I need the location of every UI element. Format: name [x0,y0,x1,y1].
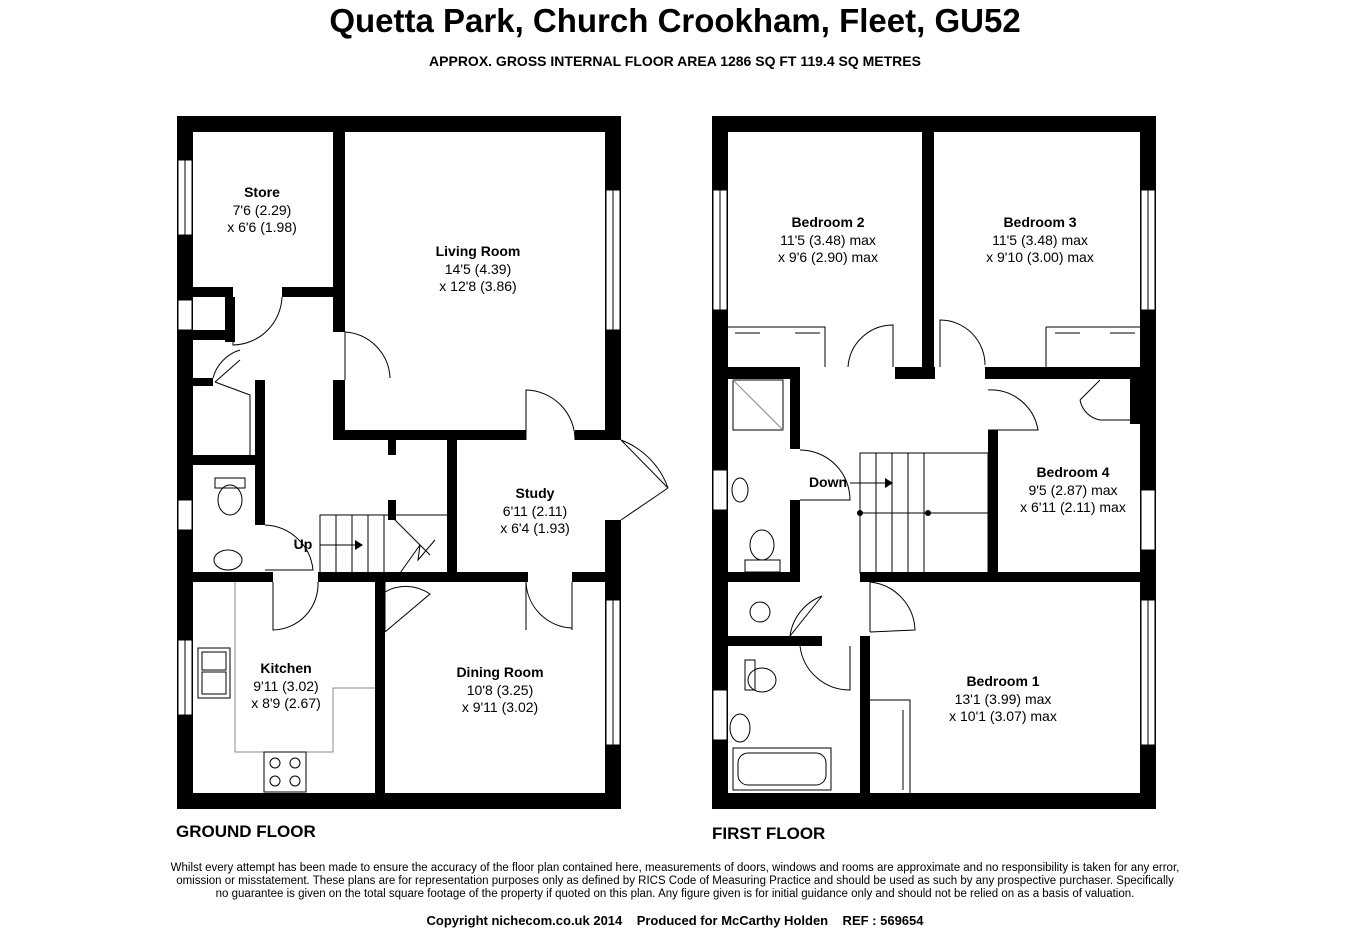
bedroom-4-dim-2: x 6'11 (2.11) max [1020,499,1126,515]
dining-room-dim-2: x 9'11 (3.02) [461,699,539,715]
bedroom-4-dim-1: 9'5 (2.87) max [1028,482,1118,498]
bedroom-2-label: Bedroom 2 [791,214,865,230]
study-dim-2: x 6'4 (1.93) [500,520,570,536]
gf-wall-store-living [333,132,345,332]
living-room-label: Living Room [435,243,521,259]
kitchen-label: Kitchen [260,660,312,676]
ff-window-bath [713,690,727,740]
store-dim-2: x 6'6 (1.98) [227,219,297,235]
living-room-dim-1: 14'5 (4.39) [444,261,512,277]
disclaimer-line-2: omission or misstatement. These plans are for representation purposes only as defined by RICS Code of Measuring Practice and should be used as such by any prospective purchaser. Specifically [176,875,1174,887]
kitchen-dim-2: x 8'9 (2.67) [251,695,321,711]
page-title: Quetta Park, Church Crookham, Fleet, GU52 [329,2,1021,39]
bedroom-1-dim-2: x 10'1 (3.07) max [949,708,1057,724]
bedroom-3-label: Bedroom 3 [1003,214,1077,230]
ff-window-bed4 [1141,490,1155,550]
disclaimer-line-1: Whilst every attempt has been made to ensure the accuracy of the floor plan contained here, measurements of doors, windows and rooms are approximate and no responsibility is taken for any error, [170,862,1180,874]
bedroom-2-dim-1: 11'5 (3.48) max [780,232,876,248]
ff-wall-bottom [712,793,1156,809]
gf-wall-top [177,116,621,132]
study-label: Study [515,485,555,501]
disclaimer [140,862,1210,901]
first-floor-plan [712,116,1156,809]
bedroom-1-dim-1: 13'1 (3.99) max [954,691,1052,707]
study-dim-1: 6'11 (2.11) [502,503,568,519]
bedroom-4-label: Bedroom 4 [1036,464,1110,480]
bedroom-2-dim-2: x 9'6 (2.90) max [778,249,878,265]
ground-floor-plan [177,116,668,809]
ff-window-shower [713,470,727,510]
store-dim-1: 7'6 (2.29) [232,202,292,218]
bedroom-3-dim-2: x 9'10 (3.00) max [986,249,1094,265]
ff-stairs-label: Down [808,474,848,490]
ff-wall-top [712,116,1156,132]
dining-room-dim-1: 10'8 (3.25) [466,682,534,698]
dining-room-label: Dining Room [456,664,544,680]
first-floor-label: FIRST FLOOR [712,824,826,843]
gf-window-wc [178,500,192,530]
ff-stairs [850,453,988,573]
copyright-line: Copyright nichecom.co.uk 2014 Produced for McCarthy Holden REF : 569654 [426,913,924,928]
ground-floor-label: GROUND FLOOR [176,822,316,841]
bedroom-3-dim-1: 11'5 (3.48) max [992,232,1088,248]
living-room-dim-2: x 12'8 (3.86) [439,278,517,294]
gf-window-hall [178,300,192,330]
disclaimer-line-3: no guarantee is given on the total square footage of the property if quoted on this plan. Any figure given is for initial guidance only and should not be relied on as a basis of valuation. [215,888,1135,900]
kitchen-dim-1: 9'11 (3.02) [253,678,319,694]
floor-area-subtitle: APPROX. GROSS INTERNAL FLOOR AREA 1286 SQ FT 119.4 SQ METRES [429,53,921,69]
gf-stairs-label: Up [293,536,313,552]
store-label: Store [244,184,280,200]
bedroom-1-label: Bedroom 1 [966,673,1040,689]
gf-stairs [320,515,448,573]
gf-wall-bottom [177,793,621,809]
